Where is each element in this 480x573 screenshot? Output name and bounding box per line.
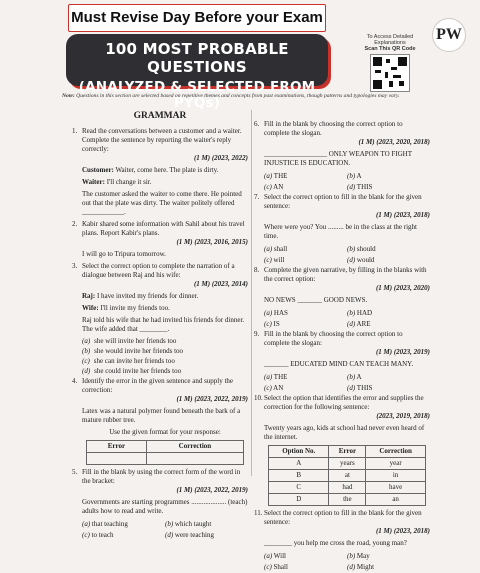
question-body: Raj told his wife that he had invited his friends for dinner. The wife added that ________.: [82, 316, 245, 333]
option-letter: (d): [347, 183, 356, 191]
dialogue-line: [82, 304, 248, 313]
question-text: Select the correct option to fill in the blank for the given sentence:: [264, 193, 422, 210]
column-divider: [251, 110, 252, 476]
option-text: AN: [273, 384, 284, 392]
table-cell: had: [329, 482, 366, 494]
question-text: Select the option that identifies the error and supplies the correction for the following sentence:: [264, 394, 424, 411]
question-meta: (1 M) (2023, 2022): [193, 154, 248, 162]
option[interactable]: [347, 563, 430, 572]
title-line-1: 100 MOST PROBABLE QUESTIONS: [105, 40, 289, 76]
dialogue-text: I have invited my friends for dinner.: [96, 292, 199, 300]
option-letter: (b): [165, 520, 174, 528]
option-letter: (b): [347, 309, 356, 317]
question-text: Select the correct option to complete the narration of a dialogue between Raj and his wife:: [82, 262, 235, 279]
option[interactable]: [264, 256, 347, 265]
option-text: A: [356, 172, 362, 180]
option[interactable]: [347, 552, 430, 561]
question-meta: (1 M) (2023, 2014): [193, 280, 248, 288]
options-grid: [264, 551, 430, 573]
option[interactable]: [82, 367, 248, 376]
option[interactable]: [264, 172, 347, 181]
option[interactable]: [82, 357, 248, 366]
option-letter: (a): [264, 309, 273, 317]
question-6: [254, 120, 430, 147]
qr-caption-1: To Access Detailed Explanations: [366, 34, 414, 46]
option[interactable]: [347, 309, 430, 318]
option-letter: (d): [347, 256, 356, 264]
dialogue-text: I'll change it sir.: [106, 178, 152, 186]
banner: Must Revise Day Before your Exam: [68, 4, 326, 32]
option[interactable]: [347, 320, 430, 329]
table-header: Error: [329, 446, 366, 458]
option-text: which taught: [174, 520, 212, 528]
option-letter: (a): [82, 337, 91, 345]
option-text: she will invite her friends too: [94, 337, 177, 345]
option-letter: (c): [264, 183, 272, 191]
table-cell: years: [329, 458, 366, 470]
question-meta: (1 M) (2023, 2022, 2019): [176, 486, 248, 494]
option[interactable]: [264, 563, 347, 572]
table-cell: D: [269, 494, 329, 506]
question-number: 3.: [72, 262, 78, 270]
question-number: 11.: [254, 509, 263, 517]
option[interactable]: [264, 309, 347, 318]
table-header: Correction: [146, 441, 243, 453]
table-row[interactable]: [269, 482, 426, 494]
option[interactable]: [264, 552, 347, 561]
qr-caption-2: Scan This QR Code: [364, 46, 416, 52]
option[interactable]: [264, 384, 347, 393]
question-meta: (1 M) (2023, 2022, 2019): [176, 395, 248, 403]
question-text: Fill in the blank by choosing the correct option to complete the slogan:: [264, 330, 403, 347]
question-1: [72, 127, 248, 163]
option-letter: (c): [264, 320, 272, 328]
question-text: Fill in the blank by choosing the correct option to complete the slogan.: [264, 120, 403, 137]
option-letter: (d): [347, 563, 356, 571]
option-text: will: [273, 256, 285, 264]
option-text: THIS: [356, 384, 373, 392]
response-table: [86, 440, 244, 465]
instruction: Use the given format for your response:: [109, 428, 221, 436]
question-2: [72, 220, 248, 247]
speaker-label: Wife:: [82, 304, 99, 312]
question-10: [254, 394, 430, 421]
option-letter: (b): [347, 552, 356, 560]
option[interactable]: [347, 384, 430, 393]
options-grid: [82, 519, 248, 541]
dialogue-line: [82, 166, 248, 175]
option-letter: (c): [264, 384, 272, 392]
option-text: THE: [273, 172, 288, 180]
option-letter: (d): [347, 320, 356, 328]
option-text: she can invite her friends too: [93, 357, 175, 365]
question-3: [72, 262, 248, 289]
question-4: [72, 377, 248, 404]
question-body: I will go to Tripura tomorrow.: [82, 250, 166, 258]
question-body: ________ you help me cross the road, young man?: [264, 539, 407, 547]
question-body: Where were you? You ......... be in the class at the right time.: [264, 223, 417, 240]
error-correction-table: [268, 445, 426, 506]
option[interactable]: [347, 256, 430, 265]
options-grid: [264, 372, 430, 394]
question-text: Identify the error in the given sentence and supply the correction:: [82, 377, 234, 394]
table-cell: the: [329, 494, 366, 506]
options-grid: [264, 244, 430, 266]
question-number: 4.: [72, 377, 78, 385]
question-body: The customer asked the waiter to come there. He pointed out that the plate was dirty. The waiter politely offered ____________.: [82, 190, 242, 216]
option-text: THIS: [356, 183, 373, 191]
table-cell: have: [366, 482, 426, 494]
option[interactable]: [264, 320, 347, 329]
table-cell: in: [366, 470, 426, 482]
table-header: Option No.: [269, 446, 329, 458]
dialogue-text: I'll invite my friends too.: [100, 304, 170, 312]
option-letter: (b): [347, 172, 356, 180]
question-body: Twenty years ago, kids at school had never even heard of the internet.: [264, 424, 425, 441]
question-11: [254, 509, 430, 536]
option-letter: (c): [264, 563, 272, 571]
question-body: NO NEWS _______ GOOD NEWS.: [264, 296, 368, 304]
option-text: ARE: [356, 320, 371, 328]
question-number: 9.: [254, 330, 260, 338]
question-meta: (1 M) (2023, 2018): [375, 527, 430, 535]
question-text: Kabir shared some information with Sahil about his travel plans. Report Kabir's plans.: [82, 220, 245, 237]
question-number: 7.: [254, 193, 260, 201]
table-cell: at: [329, 470, 366, 482]
option-text: May: [356, 552, 370, 560]
option[interactable]: [347, 373, 430, 382]
note: [62, 93, 472, 99]
option[interactable]: [347, 245, 430, 254]
options-grid: [264, 308, 430, 330]
speaker-label: Raj:: [82, 292, 96, 300]
option-text: IS: [273, 320, 280, 328]
option[interactable]: [264, 373, 347, 382]
option-letter: (b): [347, 245, 356, 253]
option-text: THE: [273, 373, 288, 381]
option-letter: (b): [347, 373, 356, 381]
question-text: Complete the given narrative, by filling in the blanks with the correct option:: [264, 266, 427, 283]
table-cell: an: [366, 494, 426, 506]
speaker-label: Waiter:: [82, 178, 105, 186]
question-meta: (1 M) (2023, 2018): [375, 211, 430, 219]
question-number: 5.: [72, 468, 78, 476]
option[interactable]: [347, 172, 430, 181]
question-number: 2.: [72, 220, 78, 228]
question-text: Read the conversations between a customer and a waiter. Complete the sentence by reporting the waiter's reply correctly:: [82, 127, 242, 153]
question-meta: (1 M) (2023, 2019): [375, 348, 430, 356]
question-number: 8.: [254, 266, 260, 274]
table-cell[interactable]: [146, 453, 243, 465]
question-number: 10.: [254, 394, 263, 402]
table-cell: C: [269, 482, 329, 494]
question-text: Select the correct option to fill in the blank for the given sentence:: [264, 509, 422, 526]
table-cell: B: [269, 470, 329, 482]
note-text: Questions in this section are selected based on repetitive themes and concepts from past examinations, though patterns and typologies may vary.: [76, 93, 400, 99]
option-text: Might: [356, 563, 375, 571]
option[interactable]: [82, 531, 165, 540]
qr-block: [352, 34, 428, 90]
question-meta: (2023, 2019, 2018): [376, 412, 430, 420]
option-text: would: [356, 256, 375, 264]
option-text: AN: [273, 183, 284, 191]
option-letter: (d): [165, 531, 174, 539]
option-letter: (a): [82, 520, 91, 528]
option-text: should: [356, 245, 376, 253]
dialogue-line: [82, 178, 248, 187]
option-text: HAS: [273, 309, 288, 317]
question-meta: (1 M) (2023, 2020, 2018): [358, 138, 430, 146]
option-text: Will: [273, 552, 286, 560]
option[interactable]: [82, 347, 248, 356]
note-label: Note:: [62, 93, 75, 99]
option[interactable]: [82, 520, 165, 529]
title-line-2: (ANALYZED & SELECTED FROM PYQs): [78, 79, 316, 111]
option-letter: (c): [82, 357, 90, 365]
option-text: shall: [273, 245, 288, 253]
question-body: _______ EDUCATED MIND CAN TEACH MANY.: [264, 360, 414, 368]
table-row: [87, 453, 244, 465]
option-text: she could invite her friends too: [94, 367, 182, 375]
pw-logo: PW: [432, 18, 466, 52]
speaker-label: Customer:: [82, 166, 114, 174]
left-column: [72, 108, 248, 541]
question-body: Governments are starting programmes .................... (teach) adults how to read and write.: [82, 498, 248, 515]
option-letter: (d): [82, 367, 91, 375]
option-letter: (b): [82, 347, 91, 355]
question-7: [254, 193, 430, 220]
question-body: __________________ ONLY WEAPON TO FIGHT INJUSTICE IS EDUCATION.: [264, 150, 412, 167]
option[interactable]: [264, 245, 347, 254]
option-text: to teach: [91, 531, 114, 539]
option[interactable]: [347, 183, 430, 192]
question-9: [254, 330, 430, 357]
option-letter: (a): [264, 245, 273, 253]
qr-code-icon[interactable]: [370, 54, 410, 92]
option-letter: (a): [264, 172, 273, 180]
table-row[interactable]: [269, 494, 426, 506]
table-cell: year: [366, 458, 426, 470]
table-header: Correction: [366, 446, 426, 458]
option[interactable]: [82, 337, 248, 346]
question-body: Latex was a natural polymer found beneath the bark of a mature rubber tree.: [82, 407, 241, 424]
table-cell: A: [269, 458, 329, 470]
option-text: were teaching: [174, 531, 214, 539]
option-letter: (d): [347, 384, 356, 392]
question-number: 1.: [72, 127, 78, 135]
option-text: she would invite her friends too: [94, 347, 184, 355]
question-text: Fill in the blank by using the correct form of the word in the bracket:: [82, 468, 241, 485]
option-text: Shall: [273, 563, 288, 571]
question-number: 6.: [254, 120, 260, 128]
option-text: HAD: [356, 309, 373, 317]
table-header: Error: [87, 441, 147, 453]
right-column: [254, 120, 430, 573]
option[interactable]: [165, 531, 248, 540]
section-heading: GRAMMAR: [133, 111, 187, 121]
table-cell[interactable]: [87, 453, 147, 465]
option-letter: (a): [264, 552, 273, 560]
question-5: [72, 468, 248, 495]
option[interactable]: [264, 183, 347, 192]
option-letter: (c): [264, 256, 272, 264]
option[interactable]: [165, 520, 248, 529]
question-meta: (1 M) (2023, 2016, 2015): [176, 238, 248, 246]
dialogue-text: Waiter, come here. The plate is dirty.: [115, 166, 219, 174]
option-text: A: [356, 373, 362, 381]
option-letter: (a): [264, 373, 273, 381]
question-meta: (1 M) (2023, 2020): [375, 284, 430, 292]
options-grid: [264, 171, 430, 193]
table-row[interactable]: [269, 458, 426, 470]
option-letter: (c): [82, 531, 90, 539]
dialogue-line: [82, 292, 248, 301]
question-8: [254, 266, 430, 293]
option-text: that teaching: [91, 520, 128, 528]
